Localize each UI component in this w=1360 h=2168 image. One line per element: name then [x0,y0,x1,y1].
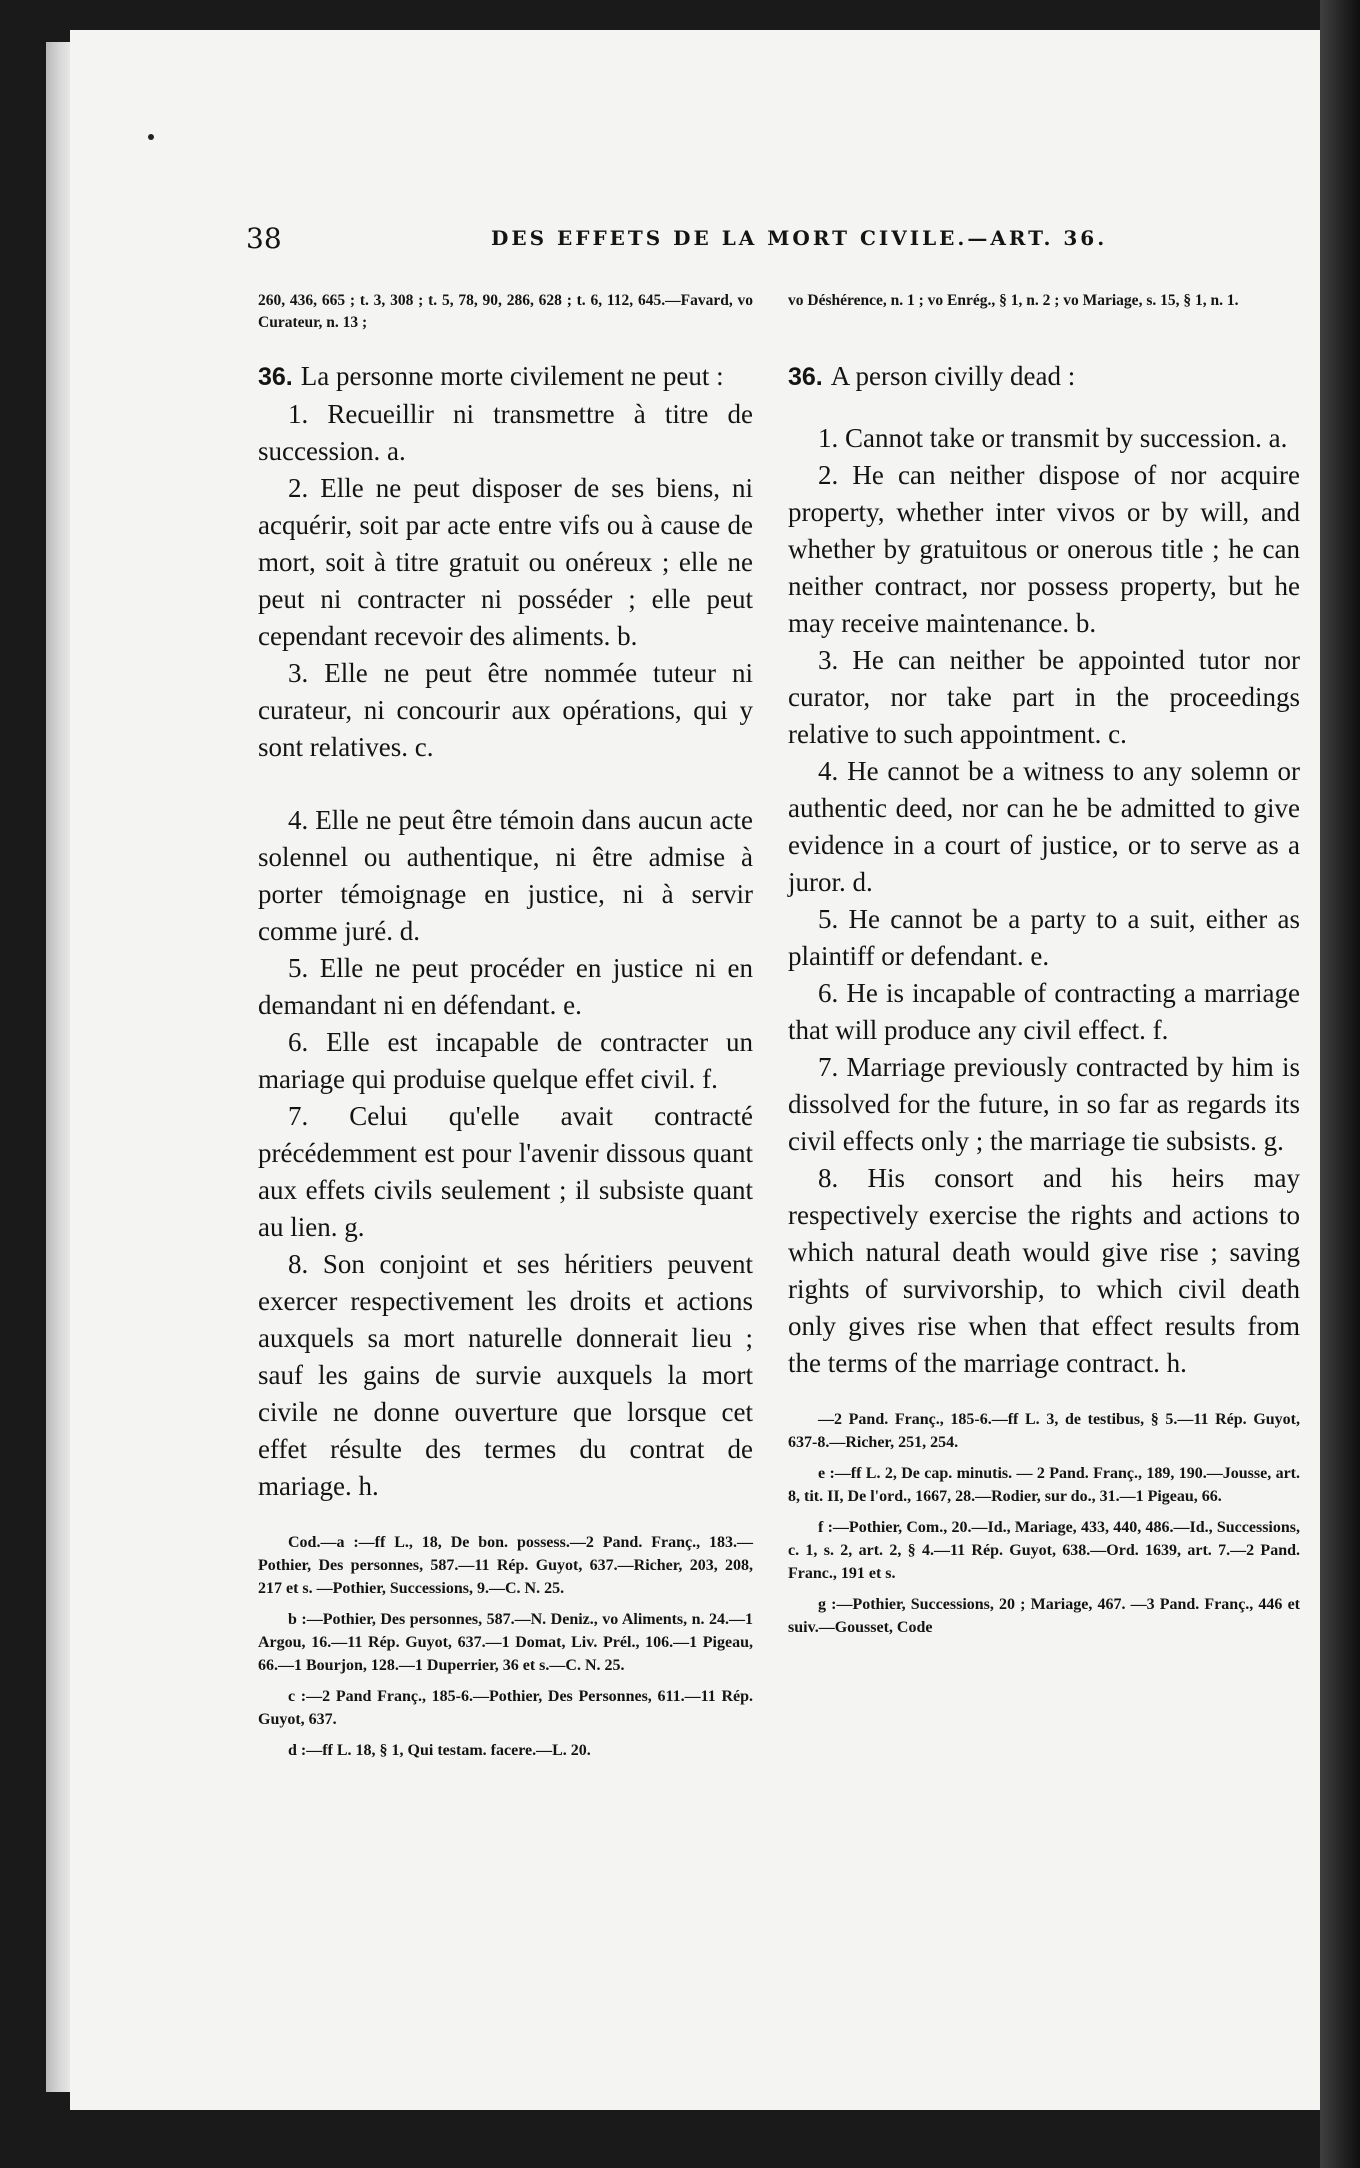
footnote: g :—Pothier, Successions, 20 ; Mariage, 467. —3 Pand. Franç., 446 et suiv.—Gousset, Code [788,1596,1300,1636]
english-article-number: 36. [788,363,823,391]
footnote: —2 Pand. Franç., 185-6.—ff L. 3, de testibus, § 5.—11 Rép. Guyot, 637-8.—Richer, 251, 254. [788,1411,1300,1451]
french-paragraph: 7. Celui qu'elle avait contracté précédemment est pour l'avenir dissous quant aux effets civils seulement ; il subsiste quant au lien. g. [258,1101,753,1242]
english-continuation-note: vo Déshérence, n. 1 ; vo Enrég., § 1, n. 2 ; vo Mariage, s. 15, § 1, n. 1. [788,292,1239,309]
ink-spot [148,134,154,140]
footnote: e :—ff L. 2, De cap. minutis. — 2 Pand. Franç., 189, 190.—Jousse, art. 8, tit. II, De l'ord., 1667, 28.—Rodier, sur do., 31.—1 Pigeau, 66. [788,1465,1300,1505]
english-paragraph: 7. Marriage previously contracted by him is dissolved for the future, in so far as regards its civil effects only ; the marriage tie subsists. g. [788,1052,1300,1156]
footnote: b :—Pothier, Des personnes, 587.—N. Deniz., vo Aliments, n. 24.—1 Argou, 16.—11 Rép. Guyot, 637.—1 Domat, Liv. Prél., 106.—1 Pigeau, 66.—1 Bourjon, 128.—1 Duperrier, 36 et s.—C. N. 25. [258,1611,753,1674]
footnote: d :—ff L. 18, § 1, Qui testam. facere.—L. 20. [288,1742,591,1759]
footnote: c :—2 Pand Franç., 185-6.—Pothier, Des Personnes, 611.—11 Rép. Guyot, 637. [258,1688,753,1728]
english-article [788,358,1300,1382]
english-paragraph: 2. He can neither dispose of nor acquire property, whether inter vivos or by will, and whether by gratuitous or onerous title ; he can neither contract, nor possess property, but he may receive maintenance. b. [788,460,1300,638]
english-paragraph: 5. He cannot be a party to a suit, either as plaintiff or defendant. e. [788,904,1300,971]
french-continuation-note: 260, 436, 665 ; t. 3, 308 ; t. 5, 78, 90, 286, 628 ; t. 6, 112, 645.—Favard, vo Curateur, n. 13 ; [258,292,753,331]
french-column [258,290,753,1770]
english-paragraph: 3. He can neither be appointed tutor nor curator, nor take part in the proceedings relative to such appointment. c. [788,645,1300,749]
binding-shadow [1320,0,1360,2168]
english-paragraph: 4. He cannot be a witness to any solemn or authentic deed, nor can he be admitted to give evidence in a court of justice, or to serve as a juror. d. [788,756,1300,897]
french-paragraph: 5. Elle ne peut procéder en justice ni en demandant ni en défendant. e. [258,953,753,1020]
english-column [788,290,1300,1647]
english-paragraph: 8. His consort and his heirs may respectively exercise the rights and actions to which natural death would give rise ; saving rights of survivorship, to which civil death only gives rise when that effect results from the terms of the marriage contract. h. [788,1163,1300,1378]
english-footnotes [788,1408,1300,1639]
french-footnotes [258,1531,753,1762]
french-paragraph: 1. Recueillir ni transmettre à titre de succession. a. [258,399,753,466]
french-article [258,358,753,1505]
french-paragraph: 4. Elle ne peut être témoin dans aucun acte solennel ou authentique, ni être admise à porter témoignage en justice, ni à servir comme juré. d. [258,805,753,946]
french-paragraph: 2. Elle ne peut disposer de ses biens, ni acquérir, soit par acte entre vifs ou à cause de mort, soit à titre gratuit ou onéreux ; elle ne peut ni contracter ni posséder ; elle peut cependant recevoir des aliments. b. [258,473,753,651]
english-intro-text: A person civilly dead : [830,361,1076,391]
footnote: f :—Pothier, Com., 20.—Id., Mariage, 433, 440, 486.—Id., Successions, c. 1, s. 2, art. 2, § 4.—11 Rép. Guyot, 638.—Ord. 1639, art. 7.—2 Pand. Franc., 191 et s. [788,1519,1300,1582]
footnote: Cod.—a :—ff L., 18, De bon. possess.—2 Pand. Franç., 183.—Pothier, Des personnes, 587.—11 Rép. Guyot, 637.—Richer, 203, 208, 217 et s. —Pothier, Successions, 9.—C. N. 25. [258,1534,753,1597]
running-head: DES EFFETS DE LA MORT CIVILE.—ART. 36. [491,226,1108,250]
english-article-intro [788,358,1300,396]
french-intro-text: La personne morte civilement ne peut : [300,361,724,391]
french-article-intro [258,358,753,396]
page-number: 38 [246,222,282,255]
english-paragraph: 1. Cannot take or transmit by succession. a. [818,423,1288,453]
page-header [246,222,1306,262]
french-paragraph: 3. Elle ne peut être nommée tuteur ni curateur, ni concourir aux opérations, qui y sont relatives. c. [258,658,753,762]
french-paragraph: 8. Son conjoint et ses héritiers peuvent exercer respectivement les droits et actions auxquels sa mort naturelle donnerait lieu ; sauf les gains de survie auxquels la mort civile ne donne ouverture que lorsque cet effet résulte des termes du contrat de mariage. h. [258,1249,753,1501]
french-paragraph: 6. Elle est incapable de contracter un mariage qui produise quelque effet civil. f. [258,1027,753,1094]
english-paragraph: 6. He is incapable of contracting a marriage that will produce any civil effect. f. [788,978,1300,1045]
french-article-number: 36. [258,363,293,391]
